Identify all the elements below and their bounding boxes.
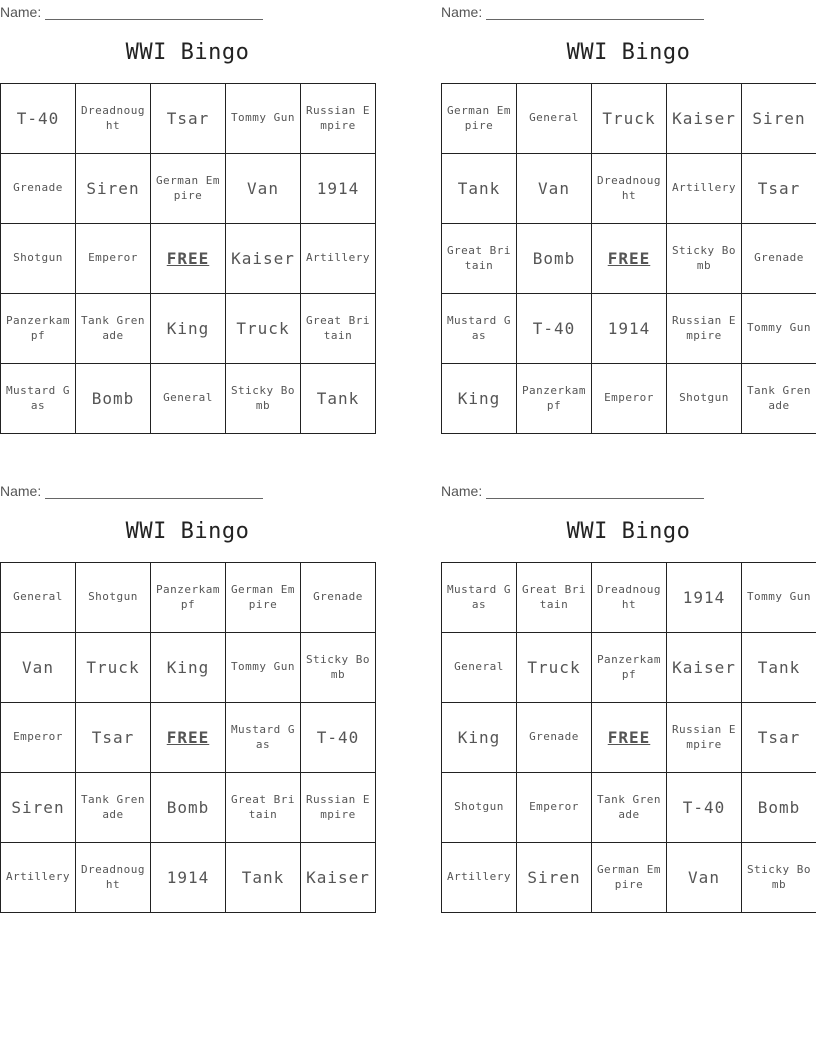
bingo-cell[interactable]: Grenade bbox=[1, 154, 76, 224]
name-field[interactable] bbox=[441, 481, 704, 499]
bingo-cell[interactable]: Siren bbox=[517, 843, 592, 913]
card-title: WWI Bingo bbox=[125, 40, 250, 65]
bingo-cell[interactable]: Artillery bbox=[301, 224, 376, 294]
card-title: WWI Bingo bbox=[566, 40, 691, 65]
bingo-cell[interactable]: Van bbox=[226, 154, 301, 224]
bingo-cell[interactable]: Siren bbox=[76, 154, 151, 224]
free-space[interactable]: FREE bbox=[592, 703, 667, 773]
bingo-cell[interactable]: Mustard Gas bbox=[1, 364, 76, 434]
bingo-cell[interactable]: Tommy Gun bbox=[226, 633, 301, 703]
bingo-cell[interactable]: Dreadnought bbox=[76, 84, 151, 154]
bingo-cell[interactable]: Bomb bbox=[517, 224, 592, 294]
bingo-cell[interactable]: Russian Empire bbox=[667, 703, 742, 773]
bingo-cell[interactable]: German Empire bbox=[442, 84, 517, 154]
name-blank-line[interactable] bbox=[45, 484, 263, 499]
bingo-cell[interactable]: Artillery bbox=[1, 843, 76, 913]
bingo-cell[interactable]: Dreadnought bbox=[76, 843, 151, 913]
bingo-cell[interactable]: Truck bbox=[226, 294, 301, 364]
bingo-cell[interactable]: Russian Empire bbox=[301, 84, 376, 154]
bingo-cell[interactable]: German Empire bbox=[151, 154, 226, 224]
bingo-grid bbox=[441, 562, 816, 913]
bingo-cell[interactable]: Sticky Bomb bbox=[742, 843, 816, 913]
bingo-cell[interactable]: Kaiser bbox=[667, 84, 742, 154]
bingo-cell[interactable]: Tank bbox=[226, 843, 301, 913]
bingo-cell[interactable]: Panzerkampf bbox=[592, 633, 667, 703]
bingo-cell[interactable]: General bbox=[1, 563, 76, 633]
bingo-cell[interactable]: Siren bbox=[742, 84, 816, 154]
bingo-cell[interactable]: General bbox=[151, 364, 226, 434]
bingo-cell[interactable]: Tommy Gun bbox=[226, 84, 301, 154]
bingo-cell[interactable]: Great Britain bbox=[517, 563, 592, 633]
bingo-cell[interactable]: Tommy Gun bbox=[742, 563, 816, 633]
name-label: Name: bbox=[0, 4, 42, 20]
bingo-cell[interactable]: Mustard Gas bbox=[442, 563, 517, 633]
bingo-cell[interactable]: King bbox=[151, 294, 226, 364]
card-title: WWI Bingo bbox=[125, 519, 250, 544]
bingo-cell[interactable]: Tsar bbox=[76, 703, 151, 773]
bingo-cell[interactable]: Tank Grenade bbox=[76, 294, 151, 364]
bingo-cell[interactable]: Tank bbox=[301, 364, 376, 434]
bingo-cell[interactable]: Russian Empire bbox=[667, 294, 742, 364]
bingo-cell[interactable]: T-40 bbox=[517, 294, 592, 364]
bingo-cell[interactable]: Tsar bbox=[742, 703, 816, 773]
bingo-cell[interactable]: 1914 bbox=[151, 843, 226, 913]
bingo-cell[interactable]: Siren bbox=[1, 773, 76, 843]
bingo-cell[interactable]: Grenade bbox=[301, 563, 376, 633]
bingo-cell[interactable]: Mustard Gas bbox=[226, 703, 301, 773]
bingo-cell[interactable]: Great Britain bbox=[442, 224, 517, 294]
bingo-cell[interactable]: 1914 bbox=[592, 294, 667, 364]
bingo-cell[interactable]: Tsar bbox=[151, 84, 226, 154]
free-space[interactable]: FREE bbox=[592, 224, 667, 294]
name-field[interactable] bbox=[0, 481, 263, 499]
bingo-cell[interactable]: Bomb bbox=[742, 773, 816, 843]
bingo-cell[interactable]: Shotgun bbox=[1, 224, 76, 294]
name-blank-line[interactable] bbox=[486, 484, 704, 499]
bingo-cell[interactable]: Tank Grenade bbox=[592, 773, 667, 843]
bingo-cell[interactable]: Artillery bbox=[667, 154, 742, 224]
bingo-cell[interactable]: Artillery bbox=[442, 843, 517, 913]
bingo-cell[interactable]: Emperor bbox=[1, 703, 76, 773]
bingo-cell[interactable]: Emperor bbox=[76, 224, 151, 294]
bingo-cell[interactable]: T-40 bbox=[1, 84, 76, 154]
bingo-cell[interactable]: Tank bbox=[442, 154, 517, 224]
bingo-cell[interactable]: Truck bbox=[517, 633, 592, 703]
free-space[interactable]: FREE bbox=[151, 224, 226, 294]
bingo-cell[interactable]: King bbox=[151, 633, 226, 703]
bingo-cell[interactable]: Shotgun bbox=[76, 563, 151, 633]
bingo-cell[interactable]: Sticky Bomb bbox=[226, 364, 301, 434]
name-field[interactable] bbox=[0, 2, 263, 20]
bingo-cell[interactable]: King bbox=[442, 703, 517, 773]
bingo-cell[interactable]: Kaiser bbox=[667, 633, 742, 703]
bingo-cell[interactable]: Kaiser bbox=[301, 843, 376, 913]
bingo-cell[interactable]: Dreadnought bbox=[592, 154, 667, 224]
bingo-cell[interactable]: Panzerkampf bbox=[151, 563, 226, 633]
free-space[interactable]: FREE bbox=[151, 703, 226, 773]
bingo-cell[interactable]: Shotgun bbox=[667, 364, 742, 434]
bingo-cell[interactable]: Grenade bbox=[742, 224, 816, 294]
bingo-cell[interactable]: Truck bbox=[592, 84, 667, 154]
bingo-cell[interactable]: T-40 bbox=[301, 703, 376, 773]
card-title: WWI Bingo bbox=[566, 519, 691, 544]
bingo-cell[interactable]: Panzerkampf bbox=[517, 364, 592, 434]
bingo-grid bbox=[441, 83, 816, 434]
bingo-grid bbox=[0, 562, 376, 913]
bingo-cell[interactable]: General bbox=[442, 633, 517, 703]
bingo-cell[interactable]: Sticky Bomb bbox=[301, 633, 376, 703]
bingo-cell[interactable]: Grenade bbox=[517, 703, 592, 773]
bingo-cell[interactable]: Sticky Bomb bbox=[667, 224, 742, 294]
bingo-cell[interactable]: Van bbox=[667, 843, 742, 913]
bingo-cell[interactable]: Great Britain bbox=[226, 773, 301, 843]
bingo-cell[interactable]: Tank Grenade bbox=[742, 364, 816, 434]
bingo-cell[interactable]: T-40 bbox=[667, 773, 742, 843]
bingo-cell[interactable]: Bomb bbox=[151, 773, 226, 843]
bingo-cell[interactable]: 1914 bbox=[667, 563, 742, 633]
bingo-cell[interactable]: General bbox=[517, 84, 592, 154]
bingo-cell[interactable]: Bomb bbox=[76, 364, 151, 434]
bingo-cell[interactable]: Russian Empire bbox=[301, 773, 376, 843]
bingo-cell[interactable]: Shotgun bbox=[442, 773, 517, 843]
bingo-cell[interactable]: Tommy Gun bbox=[742, 294, 816, 364]
bingo-cell[interactable]: Tank bbox=[742, 633, 816, 703]
bingo-cell[interactable]: 1914 bbox=[301, 154, 376, 224]
bingo-cell[interactable]: Great Britain bbox=[301, 294, 376, 364]
bingo-cell[interactable]: Kaiser bbox=[226, 224, 301, 294]
bingo-cell[interactable]: Van bbox=[517, 154, 592, 224]
bingo-cell[interactable]: Emperor bbox=[517, 773, 592, 843]
name-blank-line[interactable] bbox=[45, 5, 263, 20]
bingo-cell[interactable]: Tank Grenade bbox=[76, 773, 151, 843]
bingo-cell[interactable]: Emperor bbox=[592, 364, 667, 434]
bingo-cell[interactable]: King bbox=[442, 364, 517, 434]
name-label: Name: bbox=[441, 4, 483, 20]
bingo-cell[interactable]: German Empire bbox=[226, 563, 301, 633]
bingo-grid bbox=[0, 83, 376, 434]
name-label: Name: bbox=[0, 483, 42, 499]
bingo-cell[interactable]: German Empire bbox=[592, 843, 667, 913]
bingo-cell[interactable]: Dreadnought bbox=[592, 563, 667, 633]
name-blank-line[interactable] bbox=[486, 5, 704, 20]
bingo-cell[interactable]: Panzerkampf bbox=[1, 294, 76, 364]
name-label: Name: bbox=[441, 483, 483, 499]
bingo-cell[interactable]: Mustard Gas bbox=[442, 294, 517, 364]
bingo-cell[interactable]: Van bbox=[1, 633, 76, 703]
name-field[interactable] bbox=[441, 2, 704, 20]
bingo-cell[interactable]: Truck bbox=[76, 633, 151, 703]
bingo-cell[interactable]: Tsar bbox=[742, 154, 816, 224]
